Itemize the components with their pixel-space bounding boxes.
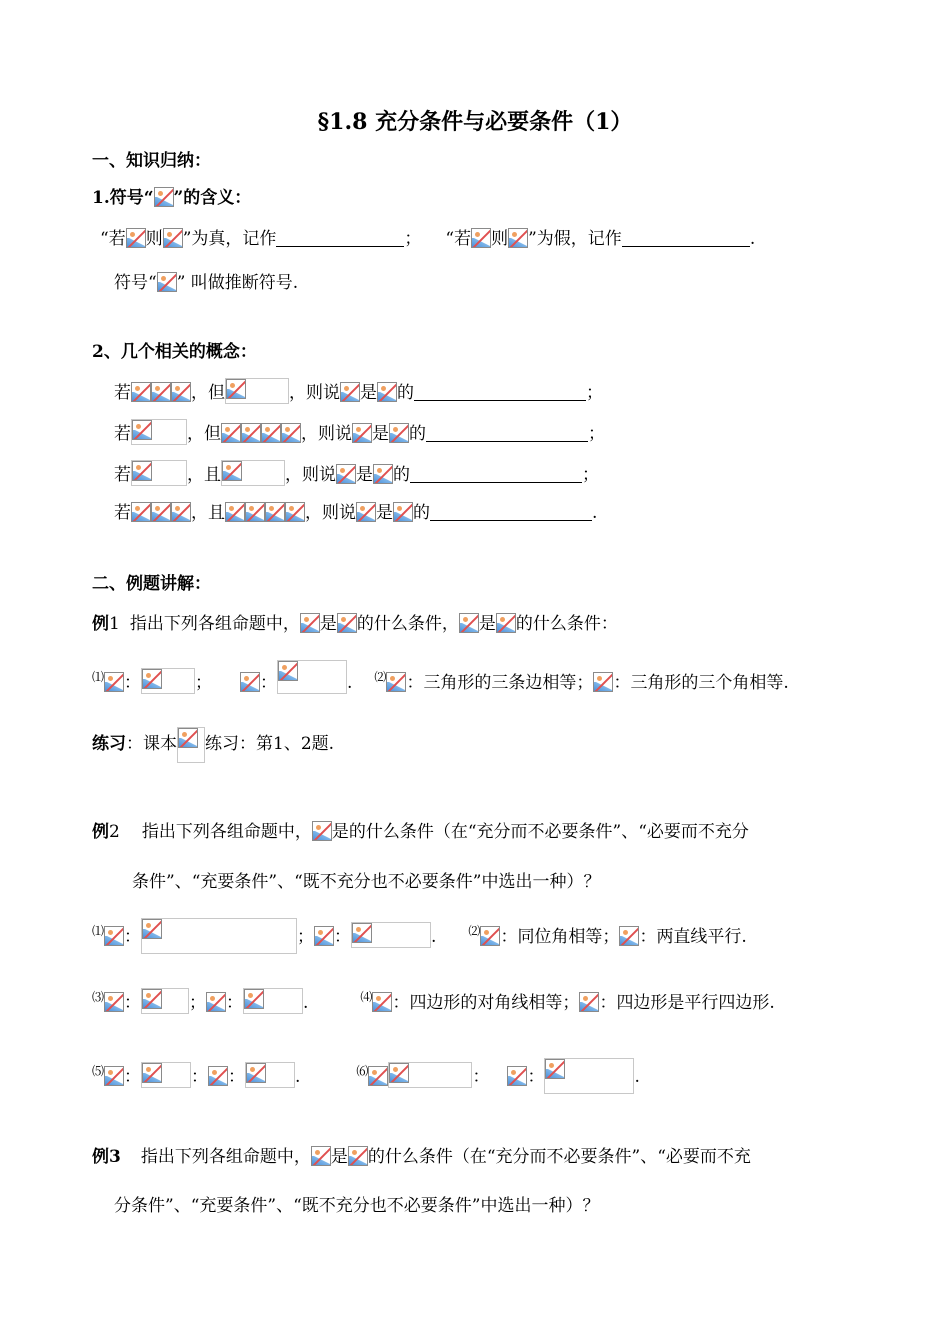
- text: ，但: [191, 383, 225, 403]
- section-heading-knowledge: [92, 148, 211, 174]
- text: 指出下列各组命题中，: [140, 1147, 311, 1167]
- image-placeholder-icon: [241, 423, 261, 443]
- image-placeholder-icon: [261, 423, 281, 443]
- text: “若: [445, 229, 472, 249]
- image-placeholder-icon: [208, 1066, 228, 1086]
- image-placeholder-icon: [154, 187, 174, 207]
- image-placeholder-icon: [131, 382, 151, 402]
- item-number: ⑵: [374, 670, 387, 684]
- answer-blank[interactable]: [622, 228, 750, 247]
- formula-box: [277, 660, 347, 694]
- text: ，且: [187, 465, 221, 485]
- image-placeholder-icon: [348, 1146, 368, 1166]
- image-placeholder-icon: [336, 464, 356, 484]
- practice-line: [92, 727, 334, 753]
- image-placeholder-icon: [278, 661, 298, 681]
- image-placeholder-icon: [151, 382, 171, 402]
- example-1-items: [92, 660, 789, 693]
- answer-blank[interactable]: [414, 382, 586, 401]
- text: 是: [372, 424, 389, 444]
- text: 是的什么条件（在“充分而不必要条件”、“必要而不充分: [331, 822, 749, 842]
- concept-row-4: [114, 500, 597, 526]
- example-2-prompt-cont: [132, 869, 600, 895]
- image-placeholder-icon: [285, 502, 305, 522]
- image-placeholder-icon: [471, 228, 491, 248]
- text: ：: [228, 1067, 246, 1087]
- formula-box: [131, 460, 187, 486]
- text: 若: [114, 465, 131, 485]
- example-2-row-2: [92, 984, 775, 1013]
- image-placeholder-icon: [142, 919, 162, 939]
- image-placeholder-icon: [337, 613, 357, 633]
- text: .: [303, 993, 309, 1013]
- answer-blank[interactable]: [276, 228, 404, 247]
- text: 的: [393, 465, 410, 485]
- heading-text: 一、知识归纳：: [92, 151, 211, 171]
- item-number: ⑷: [360, 990, 373, 1004]
- text: ”为假，记作: [528, 229, 622, 249]
- text: ：: [260, 673, 278, 693]
- item-number: ⑸: [92, 1064, 105, 1078]
- image-placeholder-icon: [352, 423, 372, 443]
- text: 的什么条件，: [356, 614, 459, 634]
- text: ：: [472, 1067, 490, 1087]
- heading-text: 2、几个相关的概念：: [92, 342, 257, 362]
- text: ；: [297, 927, 315, 947]
- text: ：: [124, 1067, 142, 1087]
- text: ；: [189, 993, 207, 1013]
- formula-box: [245, 1062, 295, 1088]
- image-placeholder-icon: [356, 502, 376, 522]
- image-placeholder-icon: [126, 228, 146, 248]
- example-2-row-3: [92, 1058, 640, 1087]
- image-placeholder-icon: [131, 502, 151, 522]
- image-placeholder-icon: [221, 423, 241, 443]
- text: 三角形的三个角相等.: [630, 673, 789, 693]
- example-3-prompt: [92, 1144, 751, 1170]
- text: 指出下列各组命题中，: [141, 822, 312, 842]
- image-placeholder-icon: [507, 1066, 527, 1086]
- symbol-definition: [114, 270, 298, 296]
- image-placeholder-icon: [545, 1059, 565, 1079]
- item-number: ⑶: [92, 990, 105, 1004]
- image-placeholder-icon: [373, 464, 393, 484]
- example-number: 3: [109, 1147, 121, 1167]
- formula-box: [221, 460, 285, 486]
- text: 两直线平行.: [656, 927, 747, 947]
- image-placeholder-icon: [104, 992, 124, 1012]
- text: .: [749, 229, 756, 249]
- text: 三角形的三条边相等；: [423, 673, 594, 693]
- text: 四边形的对角线相等；: [409, 993, 580, 1013]
- example-label: 例: [92, 614, 109, 634]
- text: 同位角相等；: [517, 927, 620, 947]
- image-placeholder-icon: [372, 992, 392, 1012]
- text: ：: [406, 673, 424, 693]
- text: ；: [586, 383, 603, 403]
- concept-row-3: [114, 460, 599, 486]
- true-false-line: [100, 226, 755, 252]
- example-2-prompt: [92, 819, 749, 845]
- image-placeholder-icon: [151, 502, 171, 522]
- image-placeholder-icon: [226, 379, 246, 399]
- item-number: ⑴: [92, 924, 105, 938]
- item-symbol-meaning: [92, 185, 251, 211]
- text: ：: [124, 993, 142, 1013]
- image-placeholder-icon: [352, 923, 372, 943]
- image-placeholder-icon: [386, 672, 406, 692]
- image-placeholder-icon: [225, 502, 245, 522]
- text: 四边形是平行四边形.: [616, 993, 775, 1013]
- text: ，则说: [305, 503, 356, 523]
- answer-blank[interactable]: [410, 464, 582, 483]
- text: ：: [226, 993, 244, 1013]
- image-placeholder-icon: [393, 502, 413, 522]
- image-placeholder-icon: [163, 228, 183, 248]
- formula-box: [225, 378, 289, 404]
- concept-row-2: [114, 419, 605, 445]
- image-placeholder-icon: [178, 728, 198, 748]
- example-label: 例: [92, 1147, 109, 1167]
- text: 符号“: [114, 273, 157, 293]
- text: 的: [413, 503, 430, 523]
- text: 若: [114, 424, 131, 444]
- text: 分条件”、“充要条件”、“既不充分也不必要条件”中选出一种）？: [114, 1196, 600, 1216]
- section-heading-concepts: [92, 339, 257, 365]
- image-placeholder-icon: [480, 926, 500, 946]
- text: .: [634, 1067, 640, 1087]
- text: “若: [100, 229, 126, 249]
- image-placeholder-icon: [104, 1066, 124, 1086]
- text: .: [592, 503, 598, 523]
- text: ：: [191, 1067, 209, 1087]
- text: 则: [491, 229, 509, 249]
- text: ：: [639, 927, 657, 947]
- formula-box: [141, 668, 195, 694]
- text: 的什么条件（在“充分而不必要条件”、“必要而不充: [367, 1147, 751, 1167]
- formula-box: [388, 1062, 472, 1088]
- text: 是: [478, 614, 496, 634]
- text: 若: [114, 383, 131, 403]
- image-placeholder-icon: [311, 1146, 331, 1166]
- text: 指出下列各组命题中，: [129, 614, 300, 634]
- text: ” 叫做推断符号.: [176, 273, 299, 293]
- example-2-row-1: [92, 918, 747, 947]
- text: ；: [404, 229, 422, 249]
- text: 练习：第1、2题.: [205, 734, 335, 754]
- text: 若: [114, 503, 131, 523]
- text: ：: [527, 1067, 545, 1087]
- section-heading-examples: [92, 571, 211, 597]
- text: ：: [392, 993, 410, 1013]
- image-placeholder-icon: [312, 821, 332, 841]
- formula-box: [544, 1058, 634, 1094]
- answer-blank[interactable]: [430, 502, 592, 521]
- formula-box: [351, 922, 431, 948]
- image-placeholder-icon: [579, 992, 599, 1012]
- image-placeholder-icon: [142, 669, 162, 689]
- item-number: ⑹: [356, 1064, 369, 1078]
- text: ：: [334, 927, 352, 947]
- page-title: §1.8 充分条件与必要条件（1）: [317, 109, 633, 135]
- image-placeholder-icon: [508, 228, 528, 248]
- text: 条件”、“充要条件”、“既不充分也不必要条件”中选出一种）？: [132, 872, 601, 892]
- image-placeholder-icon: [132, 461, 152, 481]
- image-placeholder-icon: [368, 1066, 388, 1086]
- text: .: [295, 1067, 301, 1087]
- text: ：课本: [126, 734, 177, 754]
- image-placeholder-icon: [619, 926, 639, 946]
- item-number: ⑵: [468, 924, 481, 938]
- formula-box: [141, 988, 189, 1014]
- text: 是: [356, 465, 373, 485]
- image-placeholder-icon: [171, 382, 191, 402]
- formula-box: [141, 1062, 191, 1088]
- image-placeholder-icon: [340, 382, 360, 402]
- image-placeholder-icon: [314, 926, 334, 946]
- item-text: 1.符号“: [92, 188, 154, 208]
- text: 的: [397, 383, 414, 403]
- image-placeholder-icon: [132, 420, 152, 440]
- practice-label: 练习: [92, 734, 126, 754]
- text: ：: [124, 673, 142, 693]
- text: 是: [330, 1147, 348, 1167]
- text: 是: [360, 383, 377, 403]
- example-1-prompt: [92, 611, 618, 637]
- image-placeholder-icon: [300, 613, 320, 633]
- text: 是: [376, 503, 393, 523]
- image-placeholder-icon: [142, 989, 162, 1009]
- text: ；: [582, 465, 599, 485]
- image-placeholder-icon: [142, 1063, 162, 1083]
- image-placeholder-icon: [496, 613, 516, 633]
- text: ，则说: [289, 383, 340, 403]
- text: ，则说: [285, 465, 336, 485]
- image-placeholder-icon: [171, 502, 191, 522]
- text: ：: [124, 927, 142, 947]
- image-placeholder-icon: [377, 382, 397, 402]
- text: ，但: [187, 424, 221, 444]
- image-placeholder-icon: [206, 992, 226, 1012]
- item-text: ”的含义：: [173, 188, 252, 208]
- heading-text: 二、例题讲解：: [92, 574, 211, 594]
- text: .: [431, 927, 437, 947]
- image-placeholder-icon: [265, 502, 285, 522]
- image-placeholder-icon: [222, 461, 242, 481]
- image-placeholder-icon: [244, 989, 264, 1009]
- text: ：: [613, 673, 631, 693]
- image-placeholder-icon: [240, 672, 260, 692]
- image-placeholder-icon: [389, 1063, 409, 1083]
- text: ：: [599, 993, 617, 1013]
- example-3-prompt-cont: [114, 1193, 599, 1219]
- formula-box: [131, 419, 187, 445]
- image-placeholder-icon: [104, 926, 124, 946]
- concept-row-1: [114, 378, 603, 404]
- image-placeholder-icon: [389, 423, 409, 443]
- text: 的: [409, 424, 426, 444]
- image-placeholder-icon: [281, 423, 301, 443]
- image-placeholder-icon: [246, 1063, 266, 1083]
- text: .: [347, 673, 353, 693]
- formula-box: [243, 988, 303, 1014]
- text: ：: [500, 927, 518, 947]
- text: ，且: [191, 503, 225, 523]
- image-placeholder-icon: [459, 613, 479, 633]
- example-number: 2: [109, 822, 120, 842]
- image-placeholder-icon: [245, 502, 265, 522]
- image-placeholder-icon: [593, 672, 613, 692]
- image-placeholder-icon: [157, 272, 177, 292]
- formula-box: [141, 918, 297, 954]
- answer-blank[interactable]: [426, 423, 588, 442]
- image-placeholder-icon: [104, 672, 124, 692]
- text: ；: [195, 673, 213, 693]
- text: ，则说: [301, 424, 352, 444]
- text: ”为真，记作: [182, 229, 277, 249]
- text: 是: [319, 614, 337, 634]
- item-number: ⑴: [92, 670, 105, 684]
- example-number: 1: [109, 614, 120, 634]
- formula-box: [177, 727, 205, 763]
- text: 则: [145, 229, 163, 249]
- text: ；: [588, 424, 605, 444]
- example-label: 例: [92, 822, 109, 842]
- text: 的什么条件：: [515, 614, 618, 634]
